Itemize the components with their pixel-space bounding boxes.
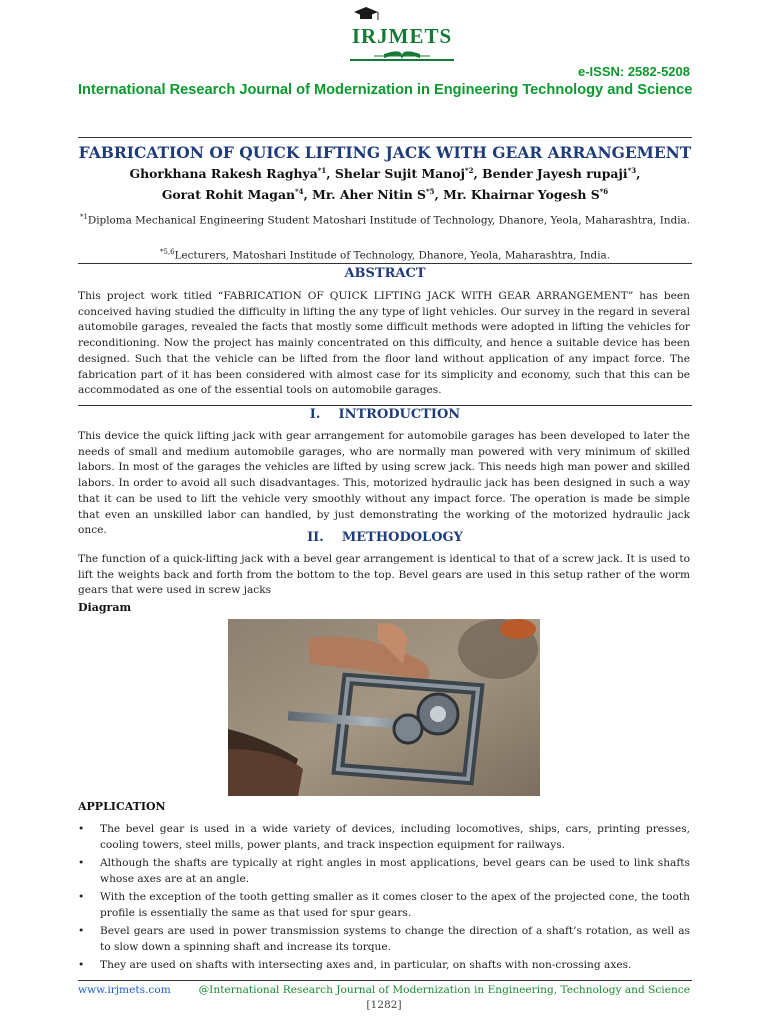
bullet-icon: •	[78, 823, 85, 835]
list-item-text: Bevel gears are used in power transmission systems to change the direction of a shaft’s rotation, as well as to slow down a spinning shaft and increase its torque.	[100, 925, 690, 953]
methodology-text: The function of a quick-lifting jack with a bevel gear arrangement is identical to that of a screw jack. It is used to lift the weights back and forth from the bottom to the top. Bevel gears are used in this setup rather of the worm gears that were used in screw jacks	[78, 553, 690, 597]
page-number: [1282]	[366, 999, 402, 1011]
affiliation-lecturers	[78, 245, 692, 263]
affiliation-marker: *5,6	[159, 248, 175, 256]
abstract-divider	[78, 405, 692, 406]
affiliation-marker: *1	[79, 213, 88, 221]
bullet-icon: •	[78, 891, 85, 903]
abstract-text: This project work titled “FABRICATION OF QUICK LIFTING JACK WITH GEAR ARRANGEMENT” has been conceived having studied the difficulty in lifting the any type of light vehicles. Our survey in the regard in several automobile garages, revealed the facts that mostly some difficult methods were adopted in lifting the vehicles for reconditioning. Now the project has mainly concentrated on this difficulty, and hence a suitable device has been designed. Such that the vehicle can be lifted from the floor land without application of any impact force. The fabrication part of it has been considered with almost case for its simplicity and economy, such that this can be accommodated as one of the essential tools on automobile garages.	[78, 290, 690, 397]
application-heading: APPLICATION	[78, 800, 166, 813]
journal-name: International Research Journal of Modernization in Engineering Technology and Science	[78, 82, 693, 98]
logo-text: IRJMETS	[351, 24, 453, 48]
authors-line-2: Gorat Rohit Magan$^{*4}$, Mr. Aher Nitin $S^{*5}$, Mr. Khairnar Yogesh $S^{*6}$	[161, 187, 609, 203]
methodology-heading: II. METHODOLOGY	[307, 530, 463, 545]
list-item-text: They are used on shafts with intersecting axes and, in particular, on shafts with non-crossing axes.	[100, 959, 632, 971]
list-item	[78, 856, 690, 887]
website-link[interactable]: www.irjmets.com	[78, 984, 171, 996]
bullet-icon: •	[78, 925, 85, 937]
list-item	[78, 958, 690, 974]
list-item	[78, 890, 690, 921]
authors-line-1: Ghorkhana Rakesh Raghya$^{*1}$, Shelar Sujit Manoj$^{*2}$, Bender Jayesh rupaji$^{*3}$,	[129, 166, 641, 182]
footer-divider	[78, 980, 692, 981]
paper-title: FABRICATION OF QUICK LIFTING JACK WITH GEAR ARRANGEMENT	[78, 143, 692, 162]
list-item-text: The bevel gear is used in a wide variety of devices, including locomotives, ships, cars, printing presses, cooling towers, steel mills, power plants, and track inspection equipment for railways.	[100, 823, 690, 851]
bullet-icon: •	[78, 959, 85, 971]
list-item-text: Although the shafts are typically at right angles in most applications, bevel gears can be used to link shafts whose axes are at an angle.	[100, 857, 690, 885]
diagram-label: Diagram	[78, 601, 132, 614]
introduction-text: This device the quick lifting jack with gear arrangement for automobile garages has been developed to later the needs of small and medium automobile garages, who are normally man powered with very minimum of skilled labors. In most of the garages the vehicles are lifted by using screw jack. This needs high man power and skilled labors. In order to avoid all such disadvantages. This, motorized hydraulic jack has been designed in such a way that it can be used to lift the vehicle very smoothly without any impact force. The operation is made be simple that even an unskilled labor can handled, by just demonstrating the working of the motorized hydraulic jack once.	[78, 430, 690, 537]
affiliation-text: Lecturers, Matoshari Institude of Technology, Dhanore, Yeola, Maharashtra, India.	[174, 249, 611, 262]
jack-photo	[228, 619, 540, 796]
jack-photo-graphic	[228, 619, 540, 796]
footer-copyright: @International Research Journal of Modernization in Engineering, Technology and Science	[198, 984, 690, 996]
application-list	[78, 822, 690, 977]
header-divider	[78, 137, 692, 138]
bullet-icon: •	[78, 857, 85, 869]
journal-logo	[334, 6, 470, 64]
list-item	[78, 822, 690, 853]
list-item	[78, 924, 690, 955]
list-item-text: With the exception of the tooth getting smaller as it comes closer to the apex of the projected cone, the tooth profile is essentially the same as that used for spur gears.	[100, 891, 690, 919]
abstract-heading: ABSTRACT	[344, 266, 426, 281]
affiliation-text: Diploma Mechanical Engineering Student Matoshari Institude of Technology, Dhanore, Yeola, Maharashtra, India.	[87, 214, 691, 227]
title-divider	[78, 263, 692, 264]
issn-number: e-ISSN: 2582-5208	[577, 64, 690, 79]
affiliation-students	[78, 210, 692, 228]
introduction-heading: I. INTRODUCTION	[309, 407, 461, 422]
